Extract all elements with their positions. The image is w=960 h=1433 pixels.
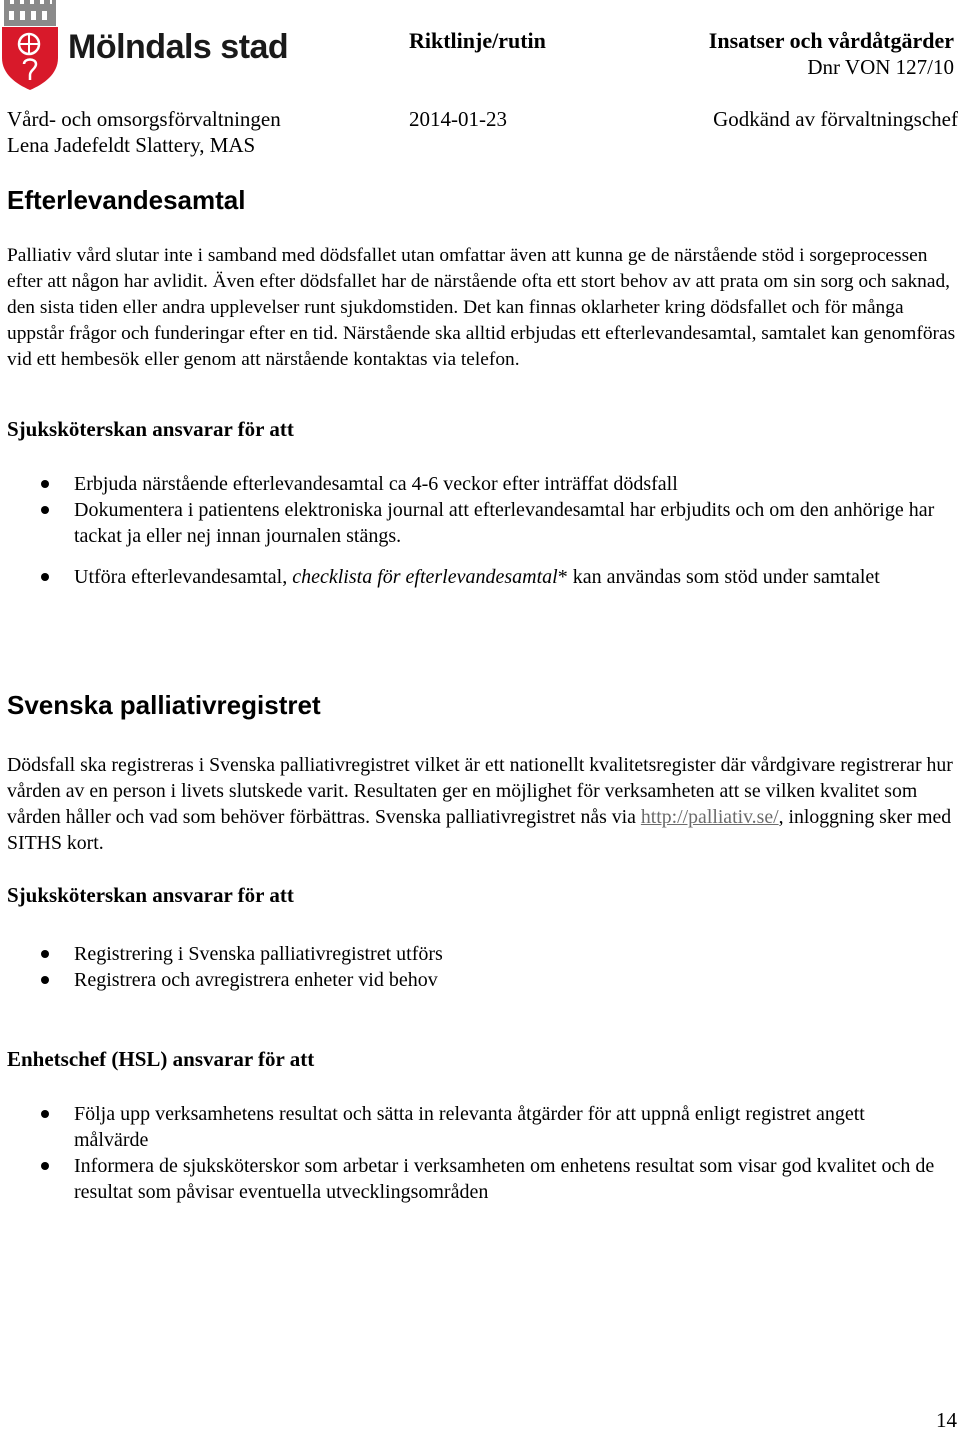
bullet-dot-icon bbox=[41, 1110, 49, 1118]
list-item bbox=[0, 1153, 940, 1205]
list-item-text: Erbjuda närstående efterlevandesamtal ca 4-6 veckor efter inträffat dödsfall bbox=[74, 473, 678, 495]
list-item-text: Följa upp verksamhetens resultat och sätta in relevanta åtgärder för att uppnå enligt registret angett målvärde bbox=[74, 1103, 865, 1151]
section1-bullet-list bbox=[0, 471, 940, 549]
bullet-dot-icon bbox=[41, 480, 49, 488]
palliativ-link[interactable]: http://palliativ.se/ bbox=[640, 806, 779, 828]
list-item bbox=[0, 564, 940, 590]
logo bbox=[0, 0, 289, 92]
logo-text: Mölndals stad bbox=[68, 28, 289, 66]
list-item bbox=[0, 941, 940, 967]
bullet-dot-icon bbox=[41, 573, 49, 581]
section1-paragraph: Palliativ vård slutar inte i samband med dödsfallet utan omfattar även att kunna ge de närstående stöd i sorgeprocessen efter att någon har avlidit. Även efter dödsfallet har de närstående ofta ett stort behov av att prata om sin sorg och saknad, den sista tiden eller andra upplevelser runt sjukdomstiden. Det kan finnas oklarheter kring dödsfallet och för många uppstår frågor och funderingar efter en tid. Närstående ska alltid erbjudas ett efterlevandesamtal, samtalet kan genomföras vid ett hembesök eller genom att närstående kontaktas via telefon. bbox=[7, 245, 956, 370]
section2-text-after-link: , inloggning sker med SITHS kort. bbox=[7, 806, 952, 854]
list-item-text-before: Utföra efterlevandesamtal, bbox=[74, 566, 293, 588]
list-item-text: Registrera och avregistrera enheter vid behov bbox=[74, 969, 438, 991]
doc-type: Riktlinje/rutin bbox=[409, 28, 546, 53]
approval: Godkänd av förvaltningschef bbox=[713, 107, 958, 131]
section1-subheading: Sjuksköterskan ansvarar för att bbox=[7, 417, 294, 441]
section2-subheading: Sjuksköterskan ansvarar för att bbox=[7, 883, 294, 907]
molndal-crest-icon bbox=[0, 0, 62, 92]
section2-text-before-link: Dödsfall ska registreras i Svenska palliativregistret vilket är ett nationellt kvalitetsregister där vårdgivare registrerar hur vården av en person i livets slutskede varit. Resultaten ger en möjlighet för verksamheten att se vilken kvalitet som vården håller och vad som behöver förbättras. Svenska palliativregistret nås via bbox=[7, 754, 953, 828]
bullet-dot-icon bbox=[41, 506, 49, 514]
bullet-dot-icon bbox=[41, 976, 49, 984]
section3-subheading: Enhetschef (HSL) ansvarar för att bbox=[7, 1047, 315, 1071]
list-item bbox=[0, 1101, 940, 1153]
list-item-text: Informera de sjuksköterskor som arbetar i verksamheten om enhetens resultat som visar god kvalitet och de resultat som påvisar eventuella utvecklingsområden bbox=[74, 1155, 935, 1203]
page-number: 14 bbox=[936, 1408, 957, 1432]
list-item bbox=[0, 497, 940, 549]
section3-bullet-list bbox=[0, 1101, 940, 1205]
doc-date: 2014-01-23 bbox=[409, 107, 507, 131]
list-item bbox=[0, 967, 940, 993]
section1-bullet-list-2 bbox=[0, 564, 940, 590]
section2-bullet-list bbox=[0, 941, 940, 993]
list-item bbox=[0, 471, 940, 497]
list-item-text: Registrering i Svenska palliativregistret utförs bbox=[74, 943, 443, 965]
bullet-dot-icon bbox=[41, 1162, 49, 1170]
author: Lena Jadefeldt Slattery, MAS bbox=[7, 133, 256, 157]
department: Vård- och omsorgsförvaltningen bbox=[7, 107, 281, 131]
doc-category: Insatser och vårdåtgärder bbox=[708, 28, 954, 53]
section2-paragraph bbox=[7, 752, 959, 856]
section-title-efterlevandesamtal: Efterlevandesamtal bbox=[7, 185, 246, 215]
bullet-dot-icon bbox=[41, 950, 49, 958]
section-title-palliativregistret: Svenska palliativregistret bbox=[7, 690, 321, 720]
dnr: Dnr VON 127/10 bbox=[807, 55, 954, 79]
checklist-reference: checklista för efterlevandesamtal bbox=[292, 566, 558, 588]
list-item-text-after: * kan användas som stöd under samtalet bbox=[557, 566, 880, 588]
list-item-text: Dokumentera i patientens elektroniska journal att efterlevandesamtal har erbjudits och om den anhörige har tackat ja eller nej innan journalen stängs. bbox=[74, 499, 935, 547]
